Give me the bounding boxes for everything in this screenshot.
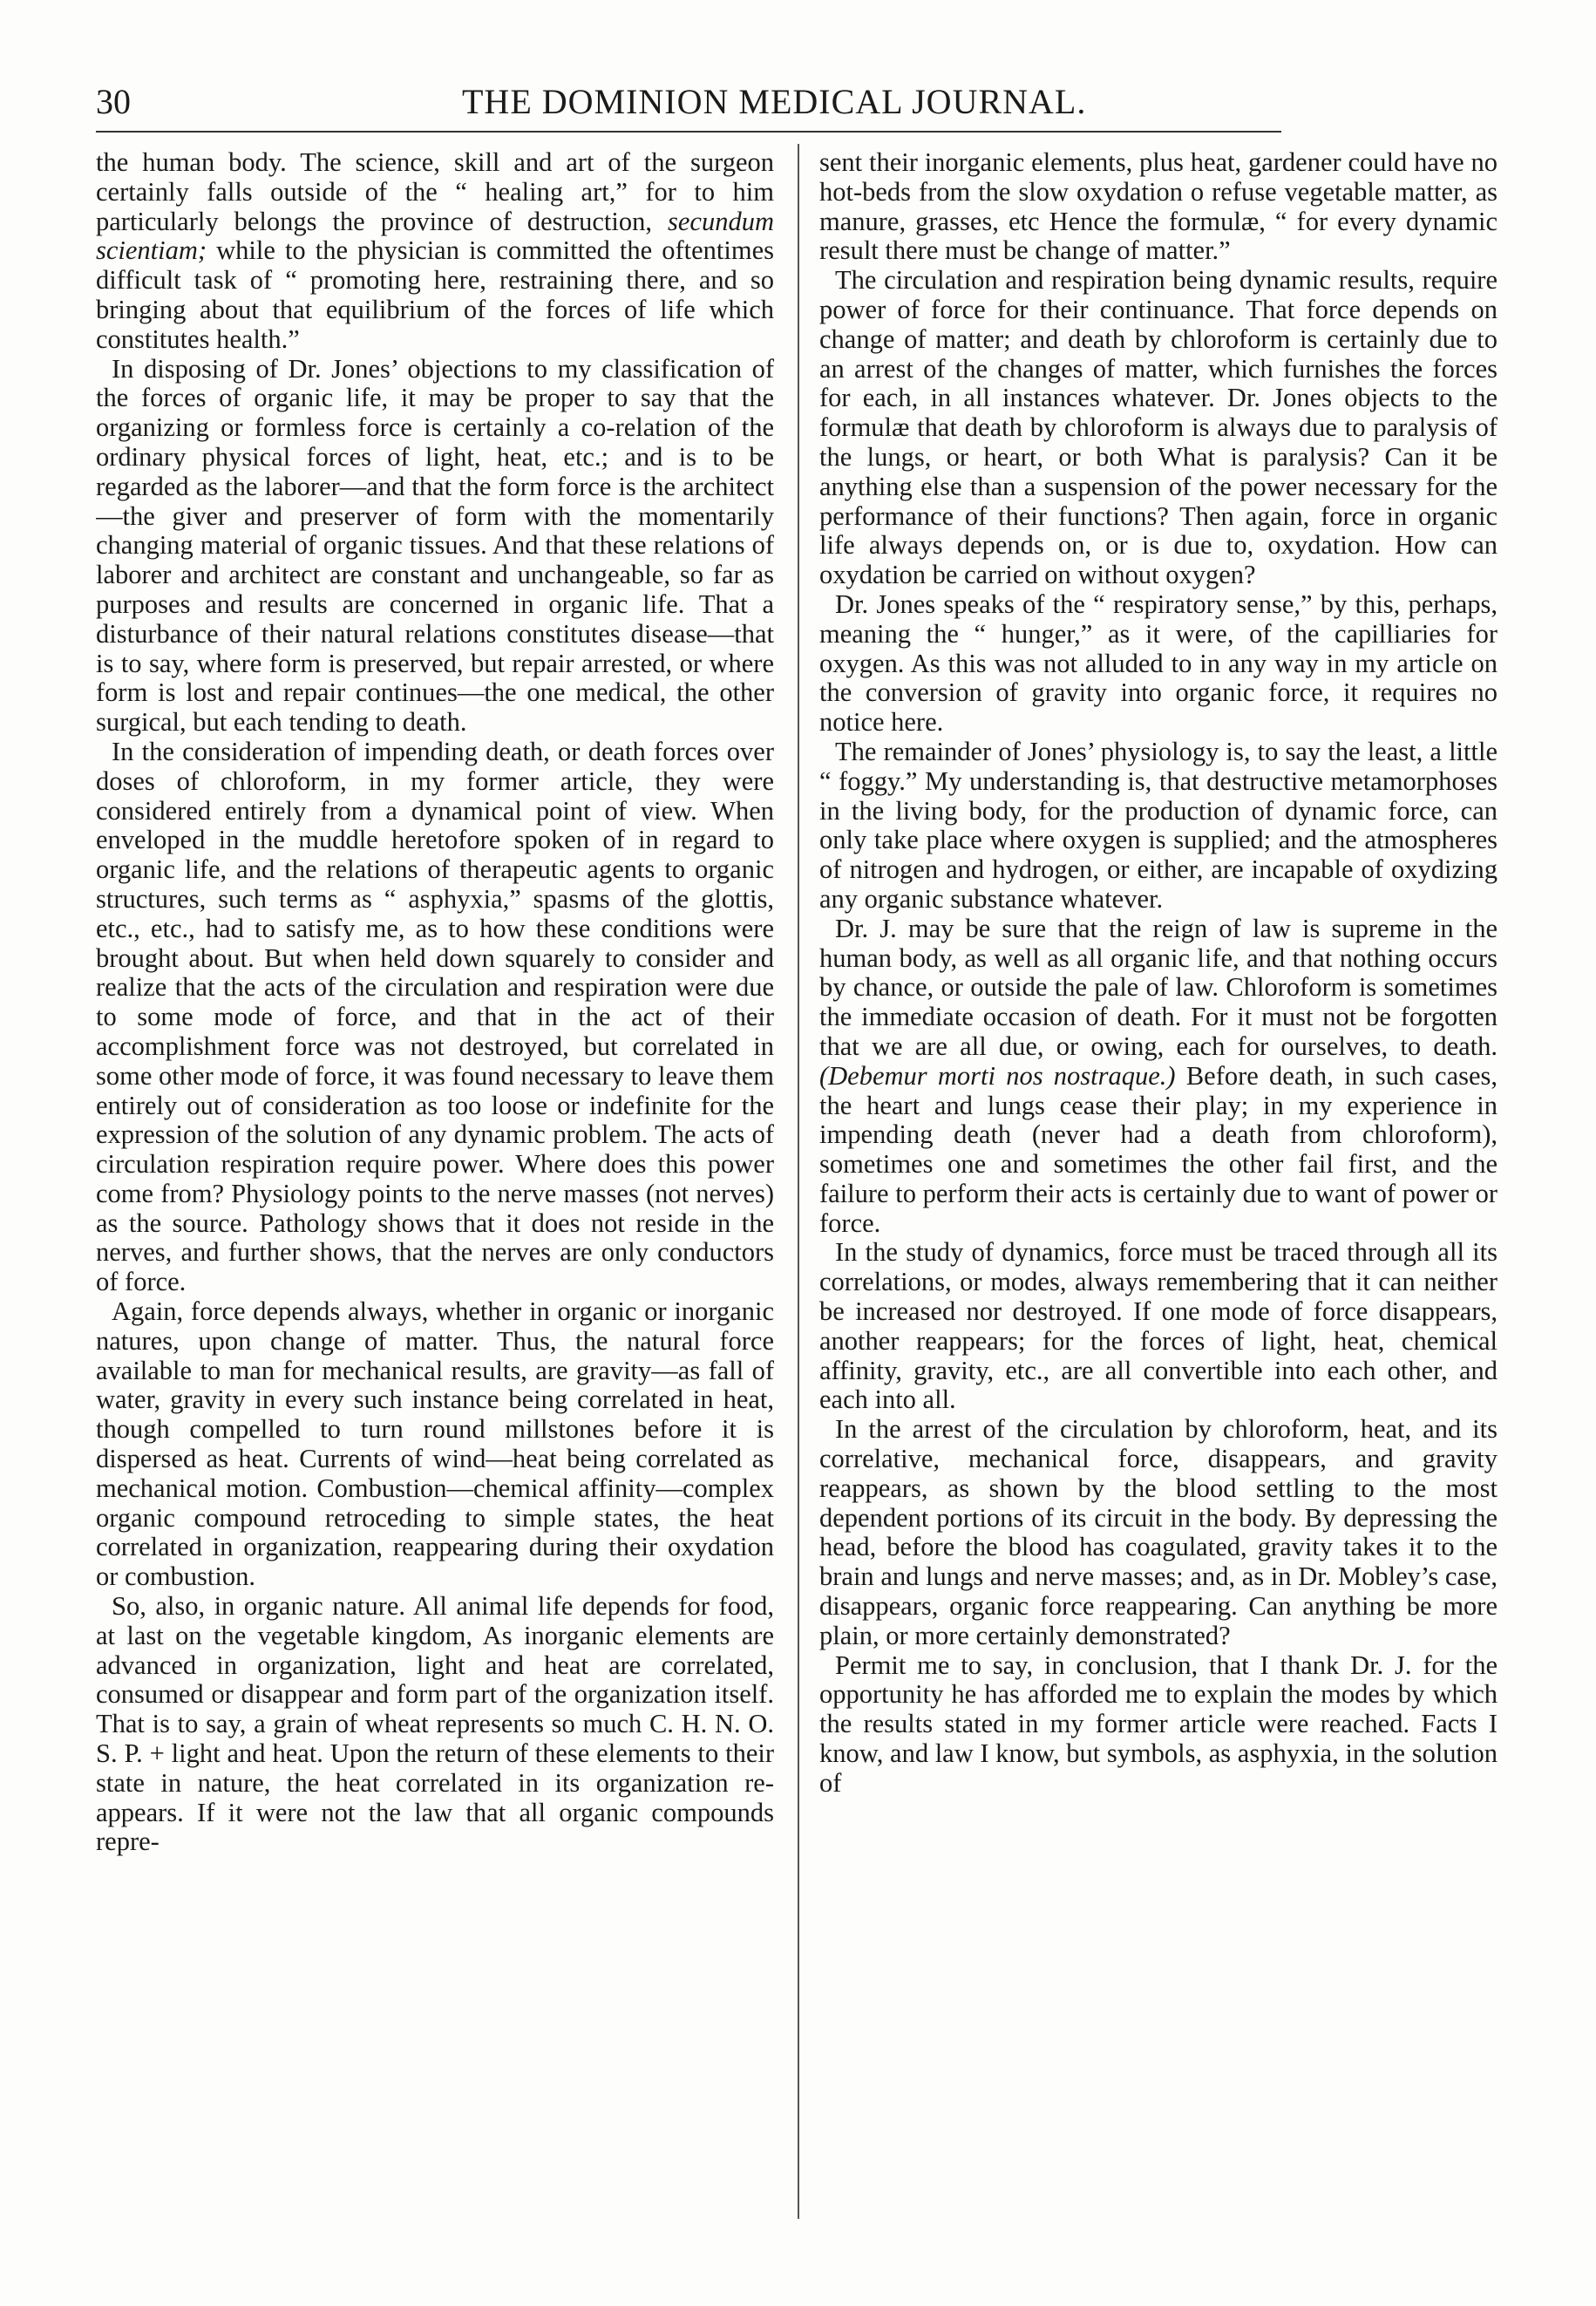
paragraph: In the consideration of impending death, or death forces over doses of chloroform, in my former article, they were considered entirely from a dynamical point of view. When enveloped in the muddle heretofore spoken of in regard to organic life, and the relations of therapeutic agents to organic structures, such terms as “ asphyxia,” spasms of the glottis, etc., etc., had to satisfy me, as to how these conditions were brought about. But when held down squarely to consider and realize that the acts of the circulation and respiration were due to some mode of force, and that in the act of their accomplishment force was not destroyed, but correlated in some other mode of force, it was found necessary to leave them entirely out of consideration as too loose or indefinite for the expression of the solution of any dynamic problem. The acts of circulation respiration require power. Where does this power come from? Physiology points to the nerve masses (not nerves) as the source. Pathology shows that it does not reside in the nerves, and further shows, that the nerves are only conductors of force. (96, 736, 774, 1297)
right-column (819, 148, 1498, 2232)
paragraph: Dr. Jones speaks of the “ respiratory sense,” by this, perhaps, meaning the “ hunger,” as it were, of the capilliaries for oxygen. As this was not alluded to in any way in my article on the conversion of gravity into organic force, it requires no notice here. (819, 588, 1498, 738)
left-column (96, 148, 774, 2232)
header-rule (96, 131, 1281, 133)
latin-phrase: (Debemur morti nos nostraque.) (819, 1060, 1176, 1091)
paragraph: Permit me to say, in conclusion, that I thank Dr. J. for the opportunity he has afforded me to explain the modes by which the results stated in my former article were reached. Facts I know, and law I know, but symbols, as asphyxia, in the solution of (819, 1650, 1498, 1798)
paragraph-text: Dr. J. may be sure that the reign of law is supreme in the human body, as well as all organic life, and that nothing occurs by chance, or outside the pale of law. Chloroform is sometimes the immediate occasion of death. For it must not be forgotten that we are all due, or owing, each for ourselves, to death. (819, 913, 1498, 1061)
paragraph-text: Before death, in such cases, the heart and lungs cease their play; in my experience in impending death (never had a death from chloroform), sometimes one and sometimes the other fail first, and the failure to perform their acts is certainly due to want of power or force. (819, 1060, 1498, 1238)
paragraph: In the study of dynamics, force must be traced through all its correlations, or modes, always remembering that it can neither be increased nor destroyed. If one mode of force disappears, another reappears; for the forces of light, heat, chemical affinity, gravity, etc., are all convertible into each other, and each into all. (819, 1237, 1498, 1415)
paragraph-text: the human body. The science, skill and art of the surgeon certainly falls outside of the “ healing art,” for to him particularly belongs the province of destruction, (96, 148, 774, 236)
paragraph: So, also, in organic nature. All animal life depends for food, at last on the vegetable kingdom, As inorganic elements are advanced in organization, light and heat are correlated, consumed or disappear and form part of the organization itself. That is to say, a grain of wheat represents so much C. H. N. O. S. P. + light and heat. Upon the return of these elements to their state in nature, the heat correlated in its organization re-appears. If it were not the law that all organic compounds repre- (96, 1591, 774, 1857)
paragraph (96, 148, 774, 355)
paragraph-text: while to the physician is committed the oftentimes difficult task of “ promoting here, restraining there, and so bringing about that equilibrium of the forces of life which constitutes health.” (96, 235, 774, 354)
journal-title: THE DOMINION MEDICAL JOURNAL. (462, 82, 1087, 121)
latin-phrase: secundum scientiam; (96, 206, 774, 266)
page-number: 30 (96, 82, 131, 121)
paragraph: The circulation and respiration being dynamic results, require power of force for their continuance. That force depends on change of matter; and death by chloroform is certainly due to an arrest of the changes of matter, which furnishes the forces for each, in all instances whatever. Dr. Jones objects to the formulæ that death by chloroform is always due to paralysis of the lungs, or heart, or both What is paralysis? Can it be anything else than a suspension of the power necessary for the performance of their functions? Then again, force in organic life always depends on, or is due to, oxydation. How can oxydation be carried on without oxygen? (819, 265, 1498, 590)
paragraph: In disposing of Dr. Jones’ objections to my classification of the forces of organic life, it may be proper to say that the organizing or formless force is certainly a co-relation of the ordinary physical forces of light, heat, etc.; and is to be regarded as the laborer—and that the form force is the architect—the giver and preserver of form with the momentarily changing material of organic tissues. And that these relations of laborer and architect are constant and unchangeable, so far as purposes and results are concerned in organic life. That a disturbance of their natural relations constitutes disease—that is to say, where form is preserved, but repair arrested, or where form is lost and repair continues—the one medical, the other surgical, but each tending to death. (96, 353, 774, 738)
paragraph: In the arrest of the circulation by chloroform, heat, and its correlative, mechanical force, disappears, and gravity reappears, as shown by the blood settling to the most dependent portions of its circuit in the body. By depressing the head, before the blood has coagulated, gravity takes it to the brain and lungs and nerve masses; and, as in Dr. Mobley’s case, disappears, organic force reappearing. Can anything be more plain, or more certainly demonstrated? (819, 1414, 1498, 1650)
paragraph: Again, force depends always, whether in organic or inorganic natures, upon change of matter. Thus, the natural force available to man for mechanical results, are gravity—as fall of water, gravity in every such instance being correlated in heat, though compelled to turn round millstones before it is dispersed as heat. Currents of wind—heat being correlated as mechanical motion. Combustion—chemical affinity—complex organic compound retroceding to simple states, the heat correlated in organization, reappearing during their oxydation or combustion. (96, 1296, 774, 1592)
paragraph: The remainder of Jones’ physiology is, to say the least, a little “ foggy.” My understanding is, that destructive metamorphoses in the living body, for the production of dynamic force, can only take place where oxygen is supplied; and the atmospheres of nitrogen and hydrogen, or either, are incapable of oxydizing any organic substance whatever. (819, 736, 1498, 914)
paragraph (819, 915, 1498, 1239)
page-header (87, 80, 1290, 133)
paragraph: sent their inorganic elements, plus heat, gardener could have no hot-beds from the slow oxydation o refuse vegetable matter, as manure, grasses, etc Hence the formulæ, “ for every dynamic result there must be change of matter.” (819, 148, 1498, 266)
column-divider (798, 144, 799, 2219)
